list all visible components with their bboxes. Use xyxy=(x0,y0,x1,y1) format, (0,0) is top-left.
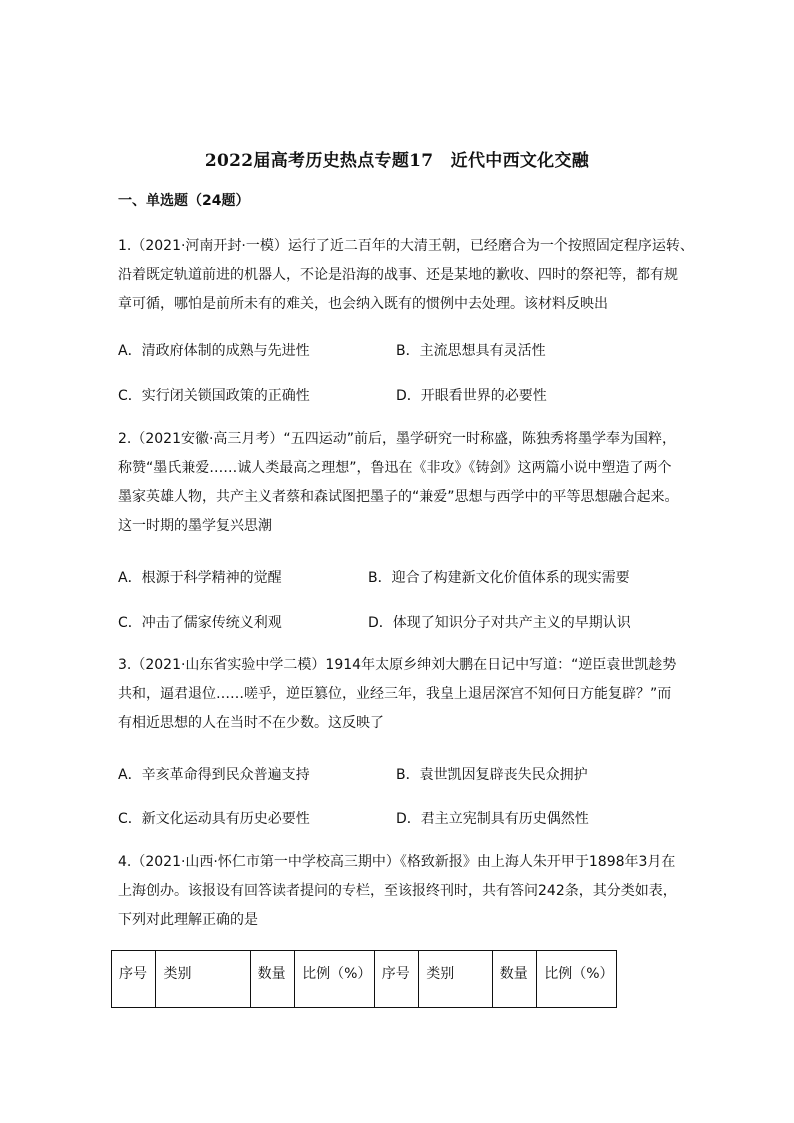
question-4-stem xyxy=(118,848,684,935)
question-1-option-a: A．清政府体制的成熟与先进性 xyxy=(118,343,310,359)
section-heading: 一、单选题（24题） xyxy=(118,193,250,209)
question-2-option-d: D．体现了知识分子对共产主义的早期认识 xyxy=(368,615,631,631)
table-header-cell: 数量 xyxy=(250,951,294,1008)
question-3-stem xyxy=(118,651,684,738)
question-2-line: 墨家英雄人物，共产主义者蔡和森试图把墨子的“兼爱”思想与西学中的平等思想融合起来。 xyxy=(118,489,679,505)
table-header-cell: 序号 xyxy=(112,951,156,1008)
question-1-stem xyxy=(118,232,694,319)
question-2-option-a: A．根源于科学精神的觉醒 xyxy=(118,570,282,586)
question-2-line: 2.（2021安徽·高三月考）“五四运动”前后，墨学研究一时称盛，陈独秀将墨学奉为国粹， xyxy=(118,431,676,447)
table-header-cell: 比例（%） xyxy=(537,951,617,1008)
question-4-line: 上海创办。该报设有回答读者提问的专栏，至该报终刊时，共有答问242条，其分类如表， xyxy=(118,883,677,899)
table-header-cell: 类别 xyxy=(156,951,250,1008)
question-3-option-c: C．新文化运动具有历史必要性 xyxy=(118,811,310,827)
question-3-option-a: A．辛亥革命得到民众普遍支持 xyxy=(118,767,310,783)
question-1-line: 沿着既定轨道前进的机器人，不论是沿海的战事、还是某地的歉收、四时的祭祀等，都有规 xyxy=(118,267,678,283)
question-2-stem xyxy=(118,425,684,541)
document-title: 2022届高考历史热点专题17 近代中西文化交融 xyxy=(204,151,590,171)
table-header-cell: 数量 xyxy=(492,951,536,1008)
table-header-cell: 比例（%） xyxy=(295,951,375,1008)
question-4-line: 4.（2021·山西·怀仁市第一中学校高三期中）《格致新报》由上海人朱开甲于1898年3月在 xyxy=(118,854,676,870)
question-2-line: 称赞“墨氏兼爱……诚人类最高之理想”，鲁迅在《非攻》《铸剑》这两篇小说中塑造了两个 xyxy=(118,460,672,476)
question-2-line: 这一时期的墨学复兴思潮 xyxy=(118,518,272,534)
question-3-option-b: B．袁世凯因复辟丧失民众拥护 xyxy=(396,767,588,783)
question-1-line: 1.（2021·河南开封·一模）运行了近二百年的大清王朝，已经磨合为一个按照固定程序运转、 xyxy=(118,238,694,254)
question-1-option-b: B．主流思想具有灵活性 xyxy=(396,343,546,359)
question-1-option-d: D．开眼看世界的必要性 xyxy=(396,388,547,404)
question-2-option-b: B．迎合了构建新文化价值体系的现实需要 xyxy=(368,570,630,586)
table-header-cell: 序号 xyxy=(374,951,418,1008)
table-header-row xyxy=(112,951,617,1008)
question-3-option-d: D．君主立宪制具有历史偶然性 xyxy=(396,811,589,827)
question-4-table xyxy=(111,950,617,1008)
question-2-option-c: C．冲击了儒家传统义利观 xyxy=(118,615,282,631)
question-4-line: 下列对此理解正确的是 xyxy=(118,912,258,928)
question-3-line: 3.（2021·山东省实验中学二模）1914年太原乡绅刘大鹏在日记中写道：“逆臣袁世凯趁势 xyxy=(118,657,677,673)
question-3-line: 共和，逼君退位……嗟乎，逆臣篡位，业经三年，我皇上退居深宫不知何日方能复辟？”而 xyxy=(118,686,672,702)
question-3-line: 有相近思想的人在当时不在少数。这反映了 xyxy=(118,715,384,731)
question-1-line: 章可循，哪怕是前所未有的难关，也会纳入既有的惯例中去处理。该材料反映出 xyxy=(118,296,608,312)
table-header-cell: 类别 xyxy=(419,951,492,1008)
question-1-option-c: C．实行闭关锁国政策的正确性 xyxy=(118,388,310,404)
